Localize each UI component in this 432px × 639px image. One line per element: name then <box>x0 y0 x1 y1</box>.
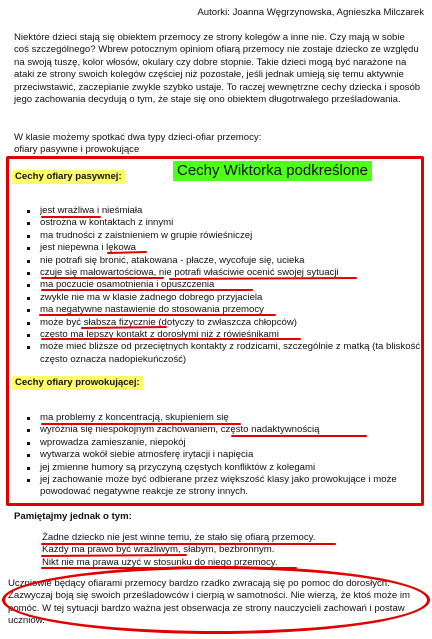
list-item: Żadne dziecko nie jest winne temu, że stało się ofiarą przemocy. <box>42 532 316 543</box>
list-item: często ma lepszy kontakt z dorosłymi niż z rówieśnikami <box>26 329 421 341</box>
provocative-heading: Cechy ofiary prowokującej: <box>12 376 143 390</box>
list-item: ostrożna w kontaktach z innymi <box>26 217 421 229</box>
remember-list <box>42 532 422 569</box>
remember-heading: Pamiętajmy jednak o tym: <box>14 511 132 522</box>
passive-heading: Cechy ofiary pasywnej: <box>12 170 125 184</box>
closing-oval-annotation <box>2 566 430 634</box>
list-item: jest niepewna i lękowa <box>26 242 421 254</box>
passive-list <box>26 205 421 366</box>
list-item: wytwarza wokół siebie atmosferę irytacji i napięcia <box>26 449 421 461</box>
types-line-2: ofiary pasywne i prowokujące <box>14 144 140 156</box>
list-item: ma negatywne nastawienie do stosowania przemocy <box>26 304 421 316</box>
list-item: jej zachowanie może być odbierane przez większość klasy jako prowokujące i może powodować negatywne reakcje ze strony innych. <box>26 474 421 499</box>
list-item: jej zmienne humory są przyczyną częstych konfliktów z kolegami <box>26 462 421 474</box>
list-item: nie potrafi się bronić, atakowana - płacze, wycofuje się, ucieka <box>26 255 421 267</box>
list-item: ma problemy z koncentracją, skupieniem się <box>26 412 421 424</box>
list-item: jest wrażliwa i nieśmiała <box>26 205 421 217</box>
list-item: Każdy ma prawo być wrażliwym, słabym, bezbronnym. <box>42 544 275 556</box>
provocative-list <box>26 412 421 499</box>
intro-paragraph: Niektóre dzieci stają się obiektem przemocy ze strony kolegów a inne nie. Czy mają w sobie coś szczególnego? Wbrew potocznym opiniom ofiarą przemocy nie zostaje dziecko ze względu na swoją tuszę, kolor włosów, okulary czy dobre stopnie. Takie dzieci mogą być narażone na ataki ze strony swoich kolegów częściej niż pozostałe, jeśli jednak umieją się temu aktywnie przeciwstawić, zaczepianie zwykle szybko ustaje. To raczej wewnętrzne cechy dziecka i sposób jego zachowania decydują o tym, że staje się ono obiektem długotrwałego prześladowania. <box>14 32 421 106</box>
types-line-1: W klasie możemy spotkać dwa typy dzieci-ofiar przemocy: <box>14 132 262 143</box>
list-item: Nikt nie ma prawa użyć w stosunku do niego przemocy. <box>42 556 278 568</box>
closing-paragraph: Uczniowie będący ofiarami przemocy bardzo rzadko zwracają się po pomoc do dorosłych. Zazwyczaj boją się swoich prześladowców i cierpią w samotności. Nie wierzą, że ktoś może im pomóc. W tej sytuacji bardzo ważna jest obserwacja ze strony nauczycieli zachowań i postaw uczniów. <box>8 578 411 627</box>
authors-line: Autorki: Joanna Węgrzynowska, Agnieszka Milczarek <box>197 7 424 18</box>
annotation-title: Cechy Wiktorka podkreślone <box>173 161 372 181</box>
list-item: może być słabsza fizycznie (dotyczy to zwłaszcza chłopców) <box>26 317 421 329</box>
types-paragraph <box>14 132 422 157</box>
list-item: czuje się małowartościowa, nie potrafi właściwie ocenić swojej sytuacji <box>26 267 421 279</box>
list-item: zwykle nie ma w klasie żadnego dobrego przyjaciela <box>26 292 421 304</box>
list-item: ma poczucie osamotnienia i opuszczenia <box>26 279 421 291</box>
list-item: wyróżnia się niespokojnym zachowaniem, często nadaktywnością <box>26 424 421 436</box>
list-item: ma trudności z zaistnieniem w grupie rówieśniczej <box>26 230 421 242</box>
list-item: może mieć bliższe od przeciętnych kontakty z rodzicami, szczególnie z matką (ta bliskość często oznacza nadopiekuńczość) <box>26 341 421 366</box>
list-item: wprowadza zamieszanie, niepokój <box>26 437 421 449</box>
